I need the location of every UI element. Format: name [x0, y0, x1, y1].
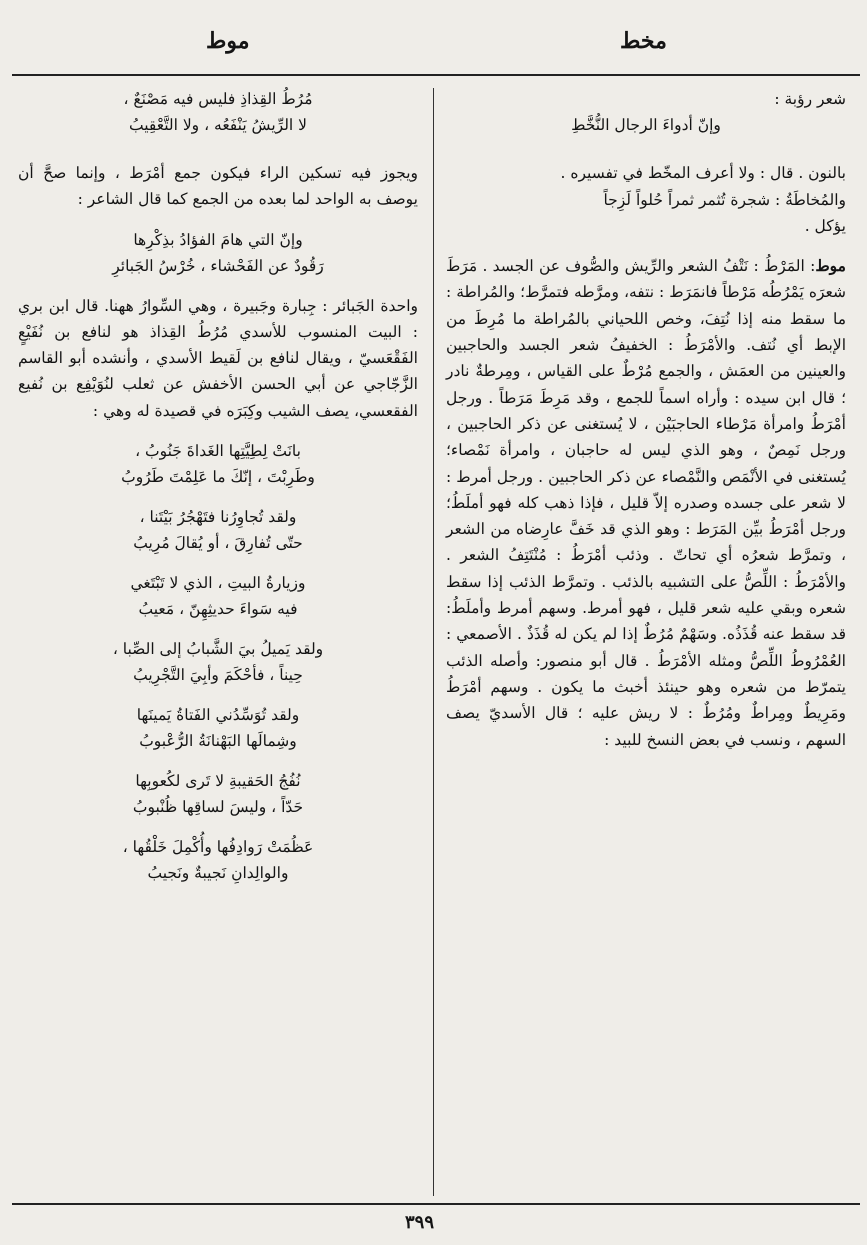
verse-line: وإنّ التي هامَ الفؤادُ بذِكْرِها: [133, 230, 303, 249]
verse-line: رَقُودٌ عن الفَحْشاء ، خُرْسُ الجَبائرِ: [112, 256, 324, 275]
verse-line: حِيناً ، فأحْكَمَ وأبِيَ التَّجْرِيبُ: [133, 666, 303, 685]
verse-line: حَدّاً ، وليسَ لساقِها ظُنْبوبُ: [132, 798, 304, 817]
column-divider: [433, 88, 434, 1196]
text-line: والمُخاطَةُ : شجرة تُثمر ثمراً حُلواً لَزِجاً: [603, 190, 846, 209]
verse-line: وزيارةُ البيتِ ، الذي لا تَبْتَغي: [130, 574, 306, 593]
left-headword: موط: [206, 28, 250, 54]
footer-rule: [12, 1203, 860, 1205]
text-paragraph: ويجوز فيه تسكين الراء فيكون جمع أمْرَط ، وإنما صحَّ أن يوصف به الواحد لما بعده من الجمع كما قال الشاعر :: [18, 164, 418, 209]
right-headword: مخط: [620, 28, 667, 54]
verse-line: حتّى تُفارِقَ ، أو يُقالَ مُرِيبُ: [133, 534, 303, 553]
text-line: يؤكل .: [804, 216, 846, 235]
verse-line: نُفُجُ الحَقيبةِ لا تَرى لكُعوبِها: [135, 772, 301, 791]
entry-text: : المَرْطُ : نَتْفُ الشعر والرِّيش والصُّوف عن الجسد . مَرَطَ شعرَه يَمْرُطُه مَرْطاً فانمَرَط : نتفه، ومرَّطه فتمرَّط؛ والمُراطة : ما سقط منه إذا نُتِفَ، وخص اللحياني بالمُراطة ما مُرِطَ من الإبط أي نُتف. والأمْرَطُ : الخفيفُ شعر الجسد والحاجبين والعينين من العمَش ، والجمع مُرْطٌ على القياس ، ومِرطةٌ نادر ؛ قال ابن سيده : وأراه اسماً للجمع ، وقد مَرِطَ مَرَطاً . ورجل أمْرَطُ وامرأة مَرْطاء الحاجبَيْن ، لا يُستغنى عن ذكر الحاجبين ، ورجل نَمِصٌ ، وهو الذي ليس له حاجبان ، وامرأة نَمْصاء؛ يُستغنى في الأنْمَص والنَّمْصاء عن ذكر الحاجبين . ورجل أمرط : لا شعر على جسده وصدره إلاّ قليل ، فإذا ذهب كله فهو أملَطُ؛ ورجل أمْرَطُ بيِّن المَرَط : وهو الذي قد خَفَّ عارِضاه من الشعر ، وتمرَّط شعرُه أي تحاتّ . وذئب أمْرَطُ : مُنْتَتِفُ الشعر . والأمْرَطُ : اللِّصُّ على التشبيه بالذئب . وتمرَّط الذئب إذا سقط شعره وبقي عليه شعر قليل ، فهو أمرط. وسهم أمرط وأملَطُ: قد سقط عنه قُذَذُه. وسَهْمٌ مُرُطٌ إذا لم يكن له قُذَذٌ . الأصمعي : العُمْرُوطُ اللِّصُّ ومثله الأمْرَطُ . قال أبو منصور: وأصله الذئب يتمرّط من شعره وهو حينئذ أخبث ما يكون . وسهم أمْرَطُ ومَرِيطٌ ومِراطٌ ومُرُطٌ : لا ريش عليه ؛ قال الأسديّ يصف السهم ، ونسب في بعض النسخ للبيد :: [446, 257, 846, 749]
verse-line: لا الرِّيشُ يَنْفَعُه ، ولا التَّعْقِيبُ: [128, 116, 307, 134]
verse-line: بانَتْ لِطِيَّتِها الغَداةَ جَنُوبُ ،: [135, 442, 301, 461]
verse-line: فيه سَواءَ حديثِهِنّ ، مَعيبُ: [138, 600, 298, 619]
verse-line: والوالِدانِ نَجيبةٌ ونَجيبُ: [147, 864, 289, 883]
verse-line: ولقد تُجاوِرُنا فتَهْجُرُ بَيْتَنا ،: [139, 508, 297, 527]
verse-line: مُرُطُ القِذاذِ فليس فيه مَصْنَعٌ ،: [123, 90, 313, 108]
right-column: [446, 86, 846, 753]
left-column: [18, 86, 418, 886]
verse-line: وإنّ أدواءَ الرجال النُّخَّطِ: [571, 116, 721, 135]
verse-line: عَظُمَتْ رَوادِفُها وأُكْمِلَ خَلْقُها ،: [122, 838, 314, 857]
entry-keyword: موط: [815, 256, 846, 276]
text-line: شعر رؤبة :: [774, 90, 846, 108]
text-paragraph: واحدة الجَبائر : جِبارة وجَبيرة ، وهي السِّوارُ ههنا. قال ابن بري : البيت المنسوب للأسدي مُرُطُ القِذاذ هو لنافع بن نُفَيْعٍ الفَقْعَسيّ ، ويقال لنافع بن لَقيط الأسدي ، وأنشده أبو القاسم الزَّجّاجي عن أبي الحسن الأخفش عن ثعلب لنُوَيْفِع بن نُفيع الفقعسي، يصف الشيب وكِبَرَه في قصيدة له وهي :: [18, 296, 418, 420]
verse-line: وشِمالَها البَهْنانَةُ الرُّعْبوبُ: [139, 732, 297, 751]
text-line: بالنون . قال : ولا أعرف المخّط في تفسيره .: [560, 164, 846, 183]
verse-line: وطَرِبْتَ ، إنّكَ ما عَلِمْتَ طَرُوبُ: [121, 468, 315, 487]
verse-line: ولقد يَميلُ بيَ الشَّبابُ إلى الصِّبا ،: [112, 640, 324, 659]
entry-paragraph: [446, 253, 846, 753]
header-rule: [12, 74, 860, 76]
page-number: ٣٩٩: [405, 1212, 435, 1233]
verse-line: ولقد تُوَسِّدُني الفَتاةُ يَمينَها: [136, 706, 300, 725]
